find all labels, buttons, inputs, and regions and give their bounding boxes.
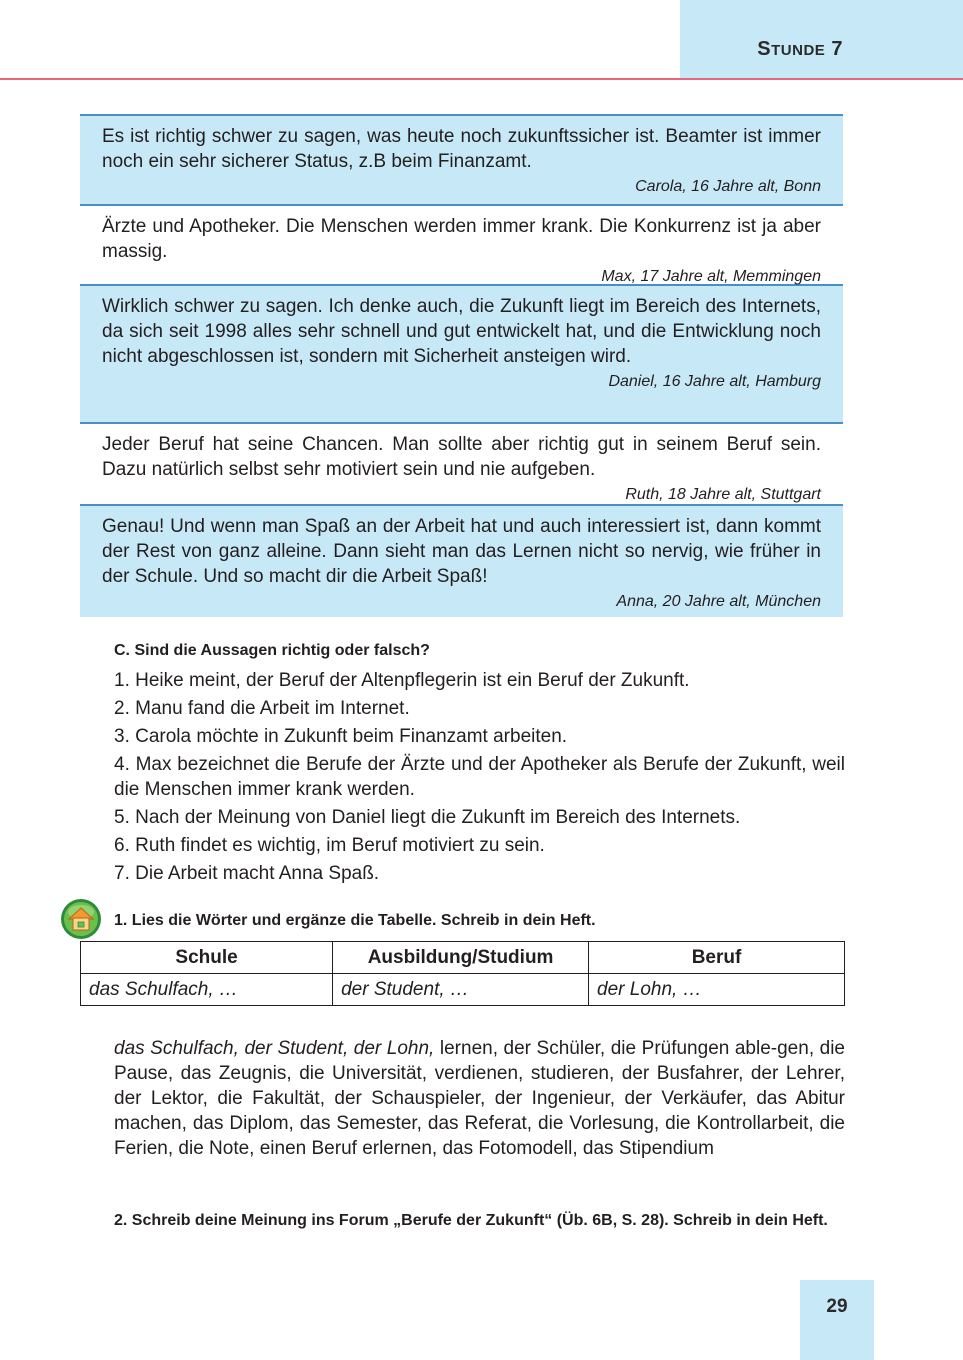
forum-post <box>80 114 843 204</box>
exercise-c <box>114 640 845 889</box>
forum-post <box>80 504 843 617</box>
column-header: Beruf <box>589 942 845 974</box>
table-cell: das Schulfach, … <box>81 974 333 1006</box>
post-text: Wirklich schwer zu sagen. Ich denke auch, die Zukunft liegt im Bereich des Internets, da sich seit 1998 alles sehr schnell und gut entwickelt hat, und die Entwicklung noch nicht abgeschlossen ist, sondern mit Sicherheit ansteigen wird. <box>102 296 821 367</box>
table-cell: der Lohn, … <box>589 974 845 1006</box>
word-list-examples: das Schulfach, der Student, der Lohn, <box>114 1038 435 1059</box>
post-author: Daniel, 16 Jahre alt, Hamburg <box>608 373 821 390</box>
chapter-title: STUNDE 7 <box>757 38 843 60</box>
table-row <box>81 974 845 1006</box>
post-author: Carola, 16 Jahre alt, Bonn <box>635 178 821 195</box>
exercise-2-heading: 2. Schreib deine Meinung ins Forum „Berufe der Zukunft“ (Üb. 6B, S. 28). Schreib in dein Heft. <box>114 1212 828 1229</box>
column-header: Schule <box>81 942 333 974</box>
forum-post <box>80 284 843 422</box>
exercise-c-heading: C. Sind die Aussagen richtig oder falsch? <box>114 642 430 659</box>
statement-item: 5. Nach der Meinung von Daniel liegt die Zukunft im Bereich des Internets. <box>114 807 741 828</box>
statement-item: 1. Heike meint, der Beruf der Altenpflegerin ist ein Beruf der Zukunft. <box>114 670 690 691</box>
statement-item: 3. Carola möchte in Zukunft beim Finanzamt arbeiten. <box>114 726 568 747</box>
column-header: Ausbildung/Studium <box>333 942 589 974</box>
post-text: Es ist richtig schwer zu sagen, was heute noch zukunftssicher ist. Beamter ist immer noch ein sehr sicherer Status, z.B beim Finanzamt. <box>102 126 821 172</box>
page-number: 29 <box>826 1296 848 1317</box>
post-author: Anna, 20 Jahre alt, München <box>616 593 821 610</box>
exercise-1-heading: 1. Lies die Wörter und ergänze die Tabelle. Schreib in dein Heft. <box>114 912 596 929</box>
post-author: Ruth, 18 Jahre alt, Stuttgart <box>625 486 821 503</box>
statement-item: 7. Die Arbeit macht Anna Spaß. <box>114 863 380 884</box>
post-author: Max, 17 Jahre alt, Memmingen <box>601 268 821 285</box>
table-cell: der Student, … <box>333 974 589 1006</box>
post-text: Ärzte und Apotheker. Die Menschen werden immer krank. Die Konkurrenz ist ja aber massig. <box>102 216 821 262</box>
header-panel <box>680 0 963 78</box>
forum-post <box>80 204 843 284</box>
statement-item: 2. Manu fand die Arbeit im Internet. <box>114 698 410 719</box>
word-table <box>80 941 845 1006</box>
word-list <box>114 1036 845 1161</box>
post-text: Jeder Beruf hat seine Chancen. Man sollte aber richtig gut in seinem Beruf sein. Dazu natürlich selbst sehr motiviert sein und nie aufgeben. <box>102 434 821 480</box>
forum-post <box>80 422 843 504</box>
page-number-panel <box>800 1280 874 1360</box>
post-text: Genau! Und wenn man Spaß an der Arbeit hat und auch interessiert ist, dann kommt der Rest von ganz alleine. Dann sieht man das Lernen nicht so nervig, wie früher in der Schule. Und so macht dir die Arbeit Spaß! <box>102 516 821 587</box>
house-icon <box>60 898 102 940</box>
statement-item: 6. Ruth findet es wichtig, im Beruf motiviert zu sein. <box>114 835 545 856</box>
header-rule <box>0 78 963 80</box>
word-list-words: lernen, der Schüler, die Prüfungen able-gen, die Pause, das Zeugnis, die Universität, verdienen, studieren, der Busfahrer, der Lehrer, der Lektor, die Fakultät, der Schauspieler, der Ingenieur, der Verkäufer, das Abitur machen, das Diplom, das Semester, das Referat, die Vorlesung, die Kontrollarbeit, die Ferien, die Note, einen Beruf erlernen, das Fotomodell, das Stipendium <box>114 1038 845 1159</box>
forum-posts <box>80 114 843 617</box>
statement-item: 4. Max bezeichnet die Berufe der Ärzte und der Apotheker als Berufe der Zukunft, weil die Menschen immer krank werden. <box>114 754 845 800</box>
table-header-row <box>81 942 845 974</box>
